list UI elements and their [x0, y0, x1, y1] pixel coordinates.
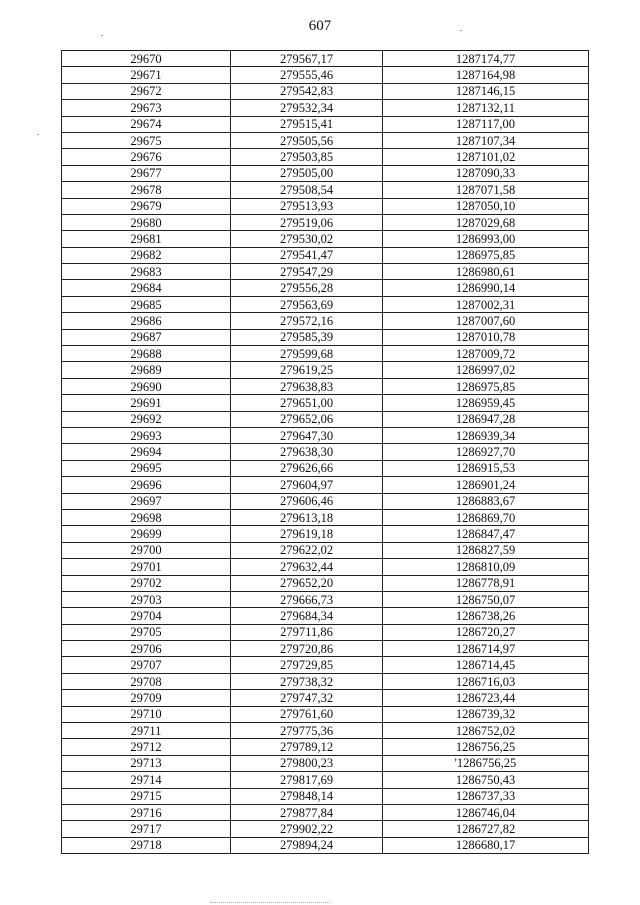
point-number-cell: 29693: [62, 427, 231, 443]
y-coordinate-cell: 1287009,72: [383, 346, 589, 362]
point-number-cell: 29677: [62, 165, 231, 181]
table-row: [62, 509, 589, 525]
y-coordinate-cell: 1286947,28: [383, 411, 589, 427]
x-coordinate-cell: 279902,22: [231, 821, 383, 837]
x-coordinate-cell: 279572,16: [231, 313, 383, 329]
footer-divider: [210, 902, 330, 903]
table-row: [62, 346, 589, 362]
y-coordinate-cell: 1286778,91: [383, 575, 589, 591]
y-coordinate-cell: 1286738,26: [383, 608, 589, 624]
table-row: [62, 83, 589, 99]
x-coordinate-cell: 279606,46: [231, 493, 383, 509]
point-number-cell: 29689: [62, 362, 231, 378]
y-coordinate-cell: 1286714,97: [383, 641, 589, 657]
y-coordinate-cell: 1286990,14: [383, 280, 589, 296]
table-row: [62, 739, 589, 755]
point-number-cell: 29705: [62, 624, 231, 640]
point-number-cell: 29711: [62, 723, 231, 739]
x-coordinate-cell: 279513,93: [231, 198, 383, 214]
x-coordinate-cell: 279567,17: [231, 51, 383, 67]
point-number-cell: 29717: [62, 821, 231, 837]
table-row: [62, 837, 589, 853]
point-number-cell: 29671: [62, 67, 231, 83]
x-coordinate-cell: 279508,54: [231, 182, 383, 198]
y-coordinate-cell: 1286915,53: [383, 460, 589, 476]
x-coordinate-cell: 279761,60: [231, 706, 383, 722]
coordinates-table-body: [62, 51, 589, 854]
point-number-cell: 29708: [62, 673, 231, 689]
y-coordinate-cell: 1286975,85: [383, 378, 589, 394]
table-row: [62, 198, 589, 214]
point-number-cell: 29714: [62, 772, 231, 788]
point-number-cell: 29694: [62, 444, 231, 460]
y-coordinate-cell: 1286714,45: [383, 657, 589, 673]
y-coordinate-cell: 1286959,45: [383, 395, 589, 411]
point-number-cell: 29706: [62, 641, 231, 657]
table-row: [62, 395, 589, 411]
point-number-cell: 29696: [62, 477, 231, 493]
x-coordinate-cell: 279789,12: [231, 739, 383, 755]
point-number-cell: 29704: [62, 608, 231, 624]
point-number-cell: 29710: [62, 706, 231, 722]
point-number-cell: 29683: [62, 264, 231, 280]
x-coordinate-cell: 279604,97: [231, 477, 383, 493]
table-row: [62, 149, 589, 165]
point-number-cell: 29691: [62, 395, 231, 411]
point-number-cell: 29680: [62, 214, 231, 230]
point-number-cell: 29672: [62, 83, 231, 99]
x-coordinate-cell: 279519,06: [231, 214, 383, 230]
table-row: [62, 723, 589, 739]
x-coordinate-cell: 279547,29: [231, 264, 383, 280]
y-coordinate-cell: 1286927,70: [383, 444, 589, 460]
x-coordinate-cell: 279563,69: [231, 296, 383, 312]
point-number-cell: 29716: [62, 804, 231, 820]
table-row: [62, 182, 589, 198]
table-row: [62, 706, 589, 722]
table-row: [62, 804, 589, 820]
x-coordinate-cell: 279556,28: [231, 280, 383, 296]
y-coordinate-cell: 1286756,25: [383, 739, 589, 755]
scan-speck: [37, 134, 39, 135]
point-number-cell: 29687: [62, 329, 231, 345]
y-coordinate-cell: 1287164,98: [383, 67, 589, 83]
y-coordinate-cell: 1286810,09: [383, 559, 589, 575]
y-coordinate-cell: 1286827,59: [383, 542, 589, 558]
y-coordinate-cell: 1286727,82: [383, 821, 589, 837]
point-number-cell: 29676: [62, 149, 231, 165]
point-number-cell: 29698: [62, 509, 231, 525]
table-row: [62, 444, 589, 460]
point-number-cell: 29713: [62, 755, 231, 771]
table-row: [62, 165, 589, 181]
table-row: [62, 67, 589, 83]
y-coordinate-cell: 1286716,03: [383, 673, 589, 689]
y-coordinate-cell: 1286720,27: [383, 624, 589, 640]
y-coordinate-cell: 1287029,68: [383, 214, 589, 230]
x-coordinate-cell: 279684,34: [231, 608, 383, 624]
y-coordinate-cell: 1286901,24: [383, 477, 589, 493]
y-coordinate-cell: 1286883,67: [383, 493, 589, 509]
table-row: [62, 624, 589, 640]
x-coordinate-cell: 279541,47: [231, 247, 383, 263]
point-number-cell: 29709: [62, 690, 231, 706]
y-coordinate-cell: 1287090,33: [383, 165, 589, 181]
y-coordinate-cell: 1286680,17: [383, 837, 589, 853]
x-coordinate-cell: 279651,00: [231, 395, 383, 411]
point-number-cell: 29695: [62, 460, 231, 476]
table-row: [62, 132, 589, 148]
table-row: [62, 280, 589, 296]
y-coordinate-cell: 1286750,07: [383, 591, 589, 607]
x-coordinate-cell: 279729,85: [231, 657, 383, 673]
table-row: [62, 362, 589, 378]
y-coordinate-cell: 1287050,10: [383, 198, 589, 214]
y-coordinate-cell: 1286939,34: [383, 427, 589, 443]
table-row: [62, 542, 589, 558]
x-coordinate-cell: 279530,02: [231, 231, 383, 247]
x-coordinate-cell: 279638,30: [231, 444, 383, 460]
y-coordinate-cell: 1286997,02: [383, 362, 589, 378]
x-coordinate-cell: 279747,32: [231, 690, 383, 706]
point-number-cell: 29686: [62, 313, 231, 329]
x-coordinate-cell: 279711,86: [231, 624, 383, 640]
point-number-cell: 29685: [62, 296, 231, 312]
table-row: [62, 411, 589, 427]
x-coordinate-cell: 279894,24: [231, 837, 383, 853]
table-row: [62, 821, 589, 837]
x-coordinate-cell: 279585,39: [231, 329, 383, 345]
table-row: [62, 296, 589, 312]
table-row: [62, 477, 589, 493]
y-coordinate-cell: 1286746,04: [383, 804, 589, 820]
x-coordinate-cell: 279619,18: [231, 526, 383, 542]
table-row: [62, 329, 589, 345]
y-coordinate-cell: 1286980,61: [383, 264, 589, 280]
table-row: [62, 526, 589, 542]
y-coordinate-cell: 1286737,33: [383, 788, 589, 804]
point-number-cell: 29703: [62, 591, 231, 607]
table-row: [62, 608, 589, 624]
y-coordinate-cell: 1287107,34: [383, 132, 589, 148]
table-row: [62, 247, 589, 263]
table-row: [62, 460, 589, 476]
x-coordinate-cell: 279877,84: [231, 804, 383, 820]
table-row: [62, 673, 589, 689]
point-number-cell: 29678: [62, 182, 231, 198]
x-coordinate-cell: 279817,69: [231, 772, 383, 788]
x-coordinate-cell: 279505,00: [231, 165, 383, 181]
x-coordinate-cell: 279542,83: [231, 83, 383, 99]
point-number-cell: 29684: [62, 280, 231, 296]
y-coordinate-cell: 1287146,15: [383, 83, 589, 99]
y-coordinate-cell: 1287010,78: [383, 329, 589, 345]
table-row: [62, 591, 589, 607]
table-row: [62, 427, 589, 443]
x-coordinate-cell: 279652,06: [231, 411, 383, 427]
x-coordinate-cell: 279652,20: [231, 575, 383, 591]
y-coordinate-cell: 1287007,60: [383, 313, 589, 329]
point-number-cell: 29679: [62, 198, 231, 214]
point-number-cell: 29673: [62, 100, 231, 116]
y-coordinate-cell: 1287132,11: [383, 100, 589, 116]
table-row: [62, 116, 589, 132]
point-number-cell: 29682: [62, 247, 231, 263]
x-coordinate-cell: 279613,18: [231, 509, 383, 525]
point-number-cell: 29707: [62, 657, 231, 673]
table-row: [62, 100, 589, 116]
table-row: [62, 231, 589, 247]
point-number-cell: 29715: [62, 788, 231, 804]
x-coordinate-cell: 279503,85: [231, 149, 383, 165]
table-row: [62, 641, 589, 657]
x-coordinate-cell: 279632,44: [231, 559, 383, 575]
point-number-cell: 29681: [62, 231, 231, 247]
y-coordinate-cell: 1286993,00: [383, 231, 589, 247]
point-number-cell: 29700: [62, 542, 231, 558]
x-coordinate-cell: 279505,56: [231, 132, 383, 148]
table-row: [62, 690, 589, 706]
point-number-cell: 29670: [62, 51, 231, 67]
table-row: [62, 214, 589, 230]
table-row: [62, 313, 589, 329]
x-coordinate-cell: 279626,66: [231, 460, 383, 476]
point-number-cell: 29712: [62, 739, 231, 755]
x-coordinate-cell: 279599,68: [231, 346, 383, 362]
table-row: [62, 493, 589, 509]
table-row: [62, 264, 589, 280]
x-coordinate-cell: 279515,41: [231, 116, 383, 132]
point-number-cell: 29692: [62, 411, 231, 427]
y-coordinate-cell: '1286756,25: [383, 755, 589, 771]
table-row: [62, 788, 589, 804]
y-coordinate-cell: 1287002,31: [383, 296, 589, 312]
x-coordinate-cell: 279619,25: [231, 362, 383, 378]
point-number-cell: 29718: [62, 837, 231, 853]
table-row: [62, 772, 589, 788]
y-coordinate-cell: 1286723,44: [383, 690, 589, 706]
y-coordinate-cell: 1287101,02: [383, 149, 589, 165]
x-coordinate-cell: 279622,02: [231, 542, 383, 558]
x-coordinate-cell: 279532,34: [231, 100, 383, 116]
page-number: 607: [308, 18, 332, 34]
point-number-cell: 29699: [62, 526, 231, 542]
table-row: [62, 575, 589, 591]
x-coordinate-cell: 279775,36: [231, 723, 383, 739]
y-coordinate-cell: 1286739,32: [383, 706, 589, 722]
table-row: [62, 657, 589, 673]
x-coordinate-cell: 279848,14: [231, 788, 383, 804]
x-coordinate-cell: 279555,46: [231, 67, 383, 83]
y-coordinate-cell: 1286975,85: [383, 247, 589, 263]
table-row: [62, 755, 589, 771]
point-number-cell: 29702: [62, 575, 231, 591]
point-number-cell: 29697: [62, 493, 231, 509]
x-coordinate-cell: 279647,30: [231, 427, 383, 443]
point-number-cell: 29701: [62, 559, 231, 575]
point-number-cell: 29690: [62, 378, 231, 394]
x-coordinate-cell: 279638,83: [231, 378, 383, 394]
point-number-cell: 29674: [62, 116, 231, 132]
coordinates-table: [61, 50, 589, 854]
y-coordinate-cell: 1287071,58: [383, 182, 589, 198]
x-coordinate-cell: 279800,23: [231, 755, 383, 771]
y-coordinate-cell: 1287117,00: [383, 116, 589, 132]
table-row: [62, 378, 589, 394]
x-coordinate-cell: 279666,73: [231, 591, 383, 607]
point-number-cell: 29688: [62, 346, 231, 362]
y-coordinate-cell: 1286847,47: [383, 526, 589, 542]
y-coordinate-cell: 1287174,77: [383, 51, 589, 67]
y-coordinate-cell: 1286869,70: [383, 509, 589, 525]
scan-speck: [101, 35, 103, 36]
table-row: [62, 51, 589, 67]
point-number-cell: 29675: [62, 132, 231, 148]
x-coordinate-cell: 279720,86: [231, 641, 383, 657]
y-coordinate-cell: 1286752,02: [383, 723, 589, 739]
y-coordinate-cell: 1286750,43: [383, 772, 589, 788]
table-row: [62, 559, 589, 575]
x-coordinate-cell: 279738,32: [231, 673, 383, 689]
scan-speck: [460, 30, 462, 31]
